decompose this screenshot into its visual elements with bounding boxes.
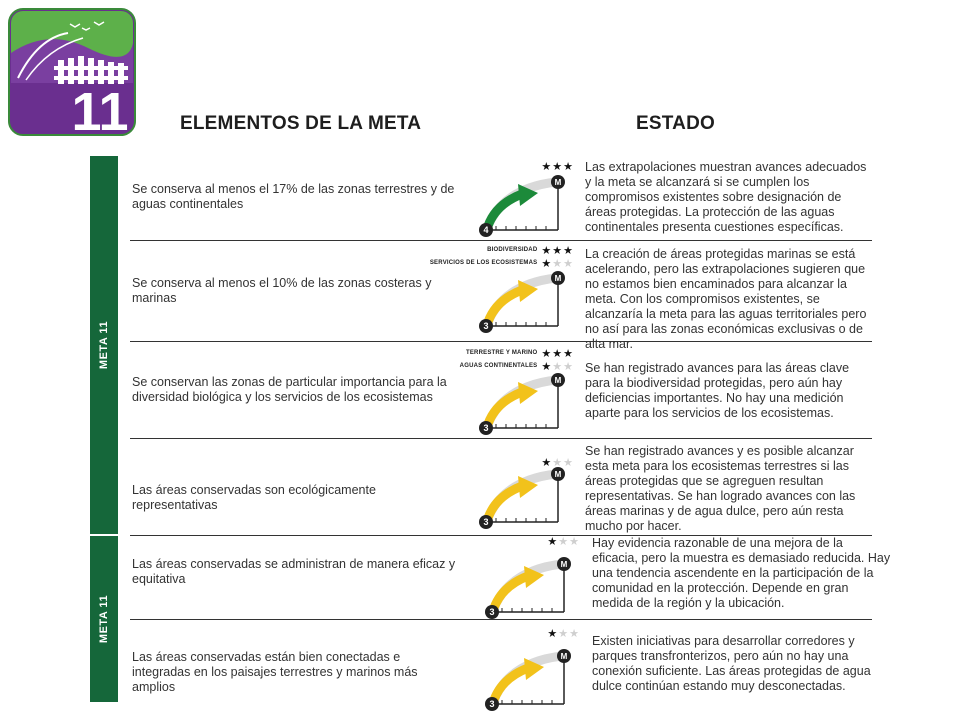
gauge-start-label: 3 — [483, 321, 489, 331]
elements-header: ELEMENTOS DE LA META — [180, 113, 422, 134]
star-empty-icon: ★ — [563, 456, 574, 469]
status-text: Se han registrado avances y es posible alcanzar esta meta para los ecosistemas terrestres si las áreas protegidas que se agreguen resultan representativas. Se han logrado avances con las áreas marinas y de agua dulce, pero aún resta mucho por hacer. — [585, 444, 856, 533]
gauge-end-label: M — [560, 652, 568, 661]
star-rating — [541, 160, 574, 172]
gauge-start-label: 3 — [483, 517, 489, 527]
star-filled-icon: ★ — [552, 244, 564, 257]
rating-label: SERVICIOS DE LOS ECOSISTEMAS — [429, 260, 538, 266]
meta-band-1: META 11 — [90, 156, 118, 534]
rating-label: TERRESTRE Y MARINO — [465, 350, 538, 356]
star-rating — [460, 347, 574, 372]
star-empty-icon: ★ — [552, 456, 564, 469]
star-empty-icon: ★ — [563, 360, 574, 373]
element-text: Las áreas conservadas están bien conectadas e integradas en los paisajes terrestres y marinos más amplios — [132, 650, 418, 694]
gauge-end-label: M — [554, 470, 562, 479]
star-rating — [430, 244, 574, 269]
gauge-start-label: 3 — [489, 607, 495, 617]
star-filled-icon: ★ — [541, 456, 553, 469]
progress-gauge — [484, 546, 584, 636]
star-rating — [541, 456, 574, 468]
gauge-start-label: 3 — [483, 423, 489, 433]
star-filled-icon: ★ — [541, 160, 553, 173]
star-filled-icon: ★ — [547, 535, 559, 548]
status-text: La creación de áreas protegidas marinas se está acelerando, pero las extrapolaciones sugieren que no estamos bien encaminados para alcanzar la meta. Con los compromisos existentes, se alcanzaría la meta para las aguas territoriales pero no así para las zonas económicas exclusivas o de alta mar. — [585, 247, 867, 351]
stars — [541, 244, 574, 257]
gauge-end-label: M — [560, 560, 568, 569]
progress-gauge — [484, 638, 584, 728]
star-empty-icon: ★ — [558, 627, 570, 640]
star-filled-icon: ★ — [563, 160, 574, 173]
status-text: Hay evidencia razonable de una mejora de la eficacia, pero la muestra es demasiado reducida. Hay una tendencia ascendente en la participación de la comunidad en la protección. Depende en gran medida de la región y la ubicación. — [592, 536, 891, 610]
status-text: Las extrapolaciones muestran avances adecuados y la meta se alcanzará si se cumplen los compromisos existentes sobre designación de áreas protegidas. La protección de las aguas continentales presenta cuestiones específicas. — [585, 160, 867, 234]
gauge-end-label: M — [554, 178, 562, 187]
stars — [541, 360, 574, 373]
star-rating — [547, 627, 580, 639]
star-filled-icon: ★ — [552, 347, 564, 360]
target-11-logo — [8, 8, 136, 136]
gauge-end-label: M — [554, 274, 562, 283]
stars — [547, 627, 580, 640]
status-text: Existen iniciativas para desarrollar corredores y parques transfronterizos, pero aún no hay una conexión suficiente. Las áreas protegidas de agua dulce continúan estando muy desconectadas. — [592, 634, 871, 693]
star-filled-icon: ★ — [541, 257, 553, 270]
star-empty-icon: ★ — [569, 627, 580, 640]
stars — [541, 257, 574, 270]
star-filled-icon: ★ — [541, 347, 553, 360]
stars — [541, 160, 574, 173]
status-text: Se han registrado avances para las áreas clave para la biodiversidad protegidas, pero aún hay deficiencias importantes. No hay una medición aparte para los servicios de los ecosistemas. — [585, 361, 850, 420]
rating-label: AGUAS CONTINENTALES — [459, 363, 538, 369]
logo-number: 11 — [71, 82, 129, 136]
star-filled-icon: ★ — [541, 360, 553, 373]
star-filled-icon: ★ — [563, 347, 574, 360]
star-filled-icon: ★ — [552, 160, 564, 173]
progress-gauge — [478, 257, 578, 350]
star-empty-icon: ★ — [552, 360, 564, 373]
star-filled-icon: ★ — [541, 244, 553, 257]
star-empty-icon: ★ — [563, 257, 574, 270]
star-rating — [547, 535, 580, 547]
gauge-start-label: 4 — [483, 225, 489, 235]
gauge-start-label: 3 — [489, 699, 495, 709]
element-text: Se conserva al menos el 17% de las zonas terrestres y de aguas continentales — [132, 182, 455, 211]
star-filled-icon: ★ — [563, 244, 574, 257]
status-header: ESTADO — [636, 113, 715, 134]
stars — [541, 456, 574, 469]
progress-gauge — [478, 362, 578, 452]
star-empty-icon: ★ — [558, 535, 570, 548]
element-text: Se conserva al menos el 10% de las zonas costeras y marinas — [132, 276, 432, 305]
rating-label: BIODIVERSIDAD — [487, 247, 538, 253]
star-empty-icon: ★ — [552, 257, 564, 270]
element-text: Se conservan las zonas de particular importancia para la diversidad biológica y los servicios de los ecosistemas — [132, 375, 447, 404]
element-text: Las áreas conservadas se administran de manera eficaz y equitativa — [132, 557, 456, 586]
star-filled-icon: ★ — [547, 627, 559, 640]
meta-band-2: META 11 — [90, 536, 118, 702]
element-text: Las áreas conservadas son ecológicamente representativas — [132, 483, 376, 512]
star-empty-icon: ★ — [569, 535, 580, 548]
progress-gauge — [478, 456, 578, 546]
stars — [541, 347, 574, 360]
progress-gauge — [478, 164, 578, 254]
gauge-end-label: M — [554, 376, 562, 385]
stars — [547, 535, 580, 548]
